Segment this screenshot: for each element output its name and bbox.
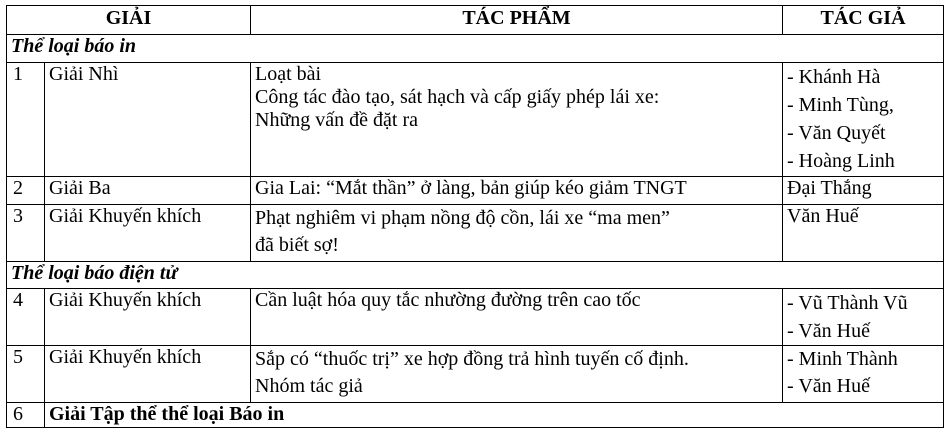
award-name: Giải Khuyến khích [45, 289, 251, 346]
author-list [783, 177, 944, 205]
author-list [783, 205, 944, 262]
row-number: 4 [7, 289, 45, 346]
author-name: - Minh Tùng, [787, 94, 894, 116]
work-line: Cần luật hóa quy tắc nhường đường trên cao tốc [255, 289, 641, 311]
author-name: Đại Thắng [787, 177, 872, 199]
table-row [7, 63, 944, 177]
award-name: Giải Khuyến khích [45, 346, 251, 403]
work-line: Gia Lai: “Mắt thần” ở làng, bản giúp kéo giảm TNGT [255, 177, 687, 199]
row-number: 2 [7, 177, 45, 205]
header-author: TÁC GIẢ [783, 6, 944, 35]
work-title [251, 177, 783, 205]
author-name: - Khánh Hà [787, 66, 881, 88]
row-number: 6 [7, 403, 45, 428]
work-title [251, 346, 783, 403]
section-title-online: Thể loại báo điện tử [7, 262, 944, 289]
work-line: Công tác đào tạo, sát hạch và cấp giấy phép lái xe: [255, 86, 660, 108]
section-title-print: Thể loại báo in [7, 35, 944, 63]
row-number: 1 [7, 63, 45, 177]
author-list [783, 289, 944, 346]
awards-table [6, 5, 944, 428]
header-work: TÁC PHẨM [251, 6, 783, 35]
author-list [783, 346, 944, 403]
work-title [251, 63, 783, 177]
table-row [7, 403, 944, 428]
table-row [7, 346, 944, 403]
author-name: - Hoàng Linh [787, 150, 895, 172]
work-line: Phạt nghiêm vi phạm nồng độ cồn, lái xe “ma men” [255, 207, 670, 229]
author-name: - Vũ Thành Vũ [787, 292, 908, 314]
author-name: Văn Huế [787, 205, 859, 227]
header-row [7, 6, 944, 35]
award-name: Giải Tập thể thể loại Báo in [45, 403, 944, 428]
row-number: 3 [7, 205, 45, 262]
work-line: Sắp có “thuốc trị” xe hợp đồng trả hình tuyến cố định. [255, 348, 689, 370]
work-title [251, 205, 783, 262]
work-title [251, 289, 783, 346]
section-row-online [7, 262, 944, 289]
work-line: Loạt bài [255, 63, 322, 85]
award-name: Giải Ba [45, 177, 251, 205]
author-list [783, 63, 944, 177]
header-award: GIẢI [7, 6, 251, 35]
work-line: Những vấn đề đặt ra [255, 109, 419, 131]
table-row [7, 177, 944, 205]
author-name: - Minh Thành [787, 348, 898, 370]
author-name: - Văn Quyết [787, 122, 886, 144]
table-row [7, 205, 944, 262]
author-name: - Văn Huế [787, 320, 870, 342]
section-row-print [7, 35, 944, 63]
work-line: Nhóm tác giả [255, 375, 363, 397]
author-name: - Văn Huế [787, 375, 870, 397]
award-name: Giải Khuyến khích [45, 205, 251, 262]
row-number: 5 [7, 346, 45, 403]
table-row [7, 289, 944, 346]
award-name: Giải Nhì [45, 63, 251, 177]
work-line: đã biết sợ! [255, 234, 339, 256]
